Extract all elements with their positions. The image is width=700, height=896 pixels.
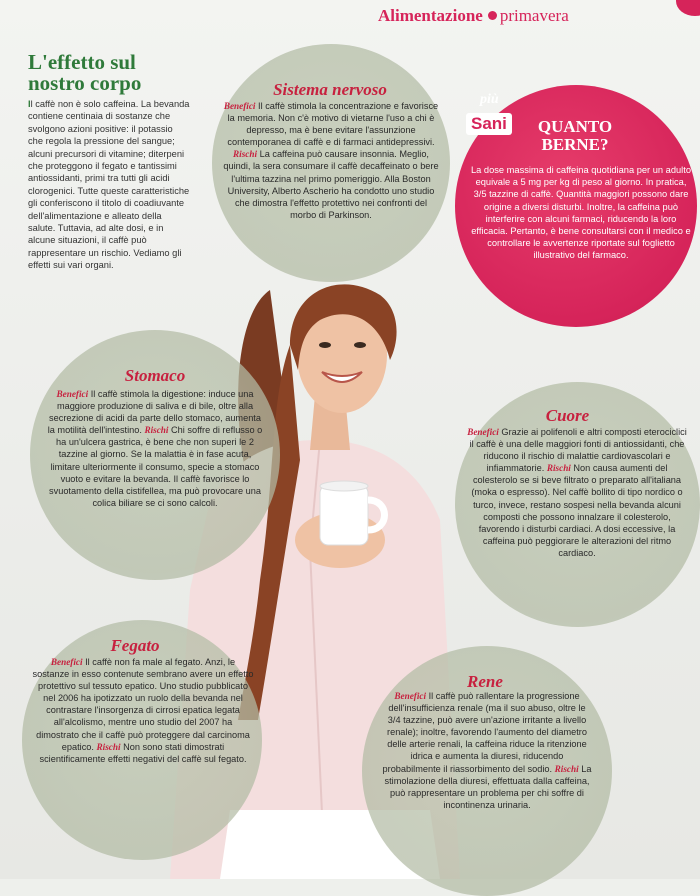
title-fegato: Fegato (110, 636, 160, 655)
header-subsection: primavera (499, 6, 569, 25)
rischi-text: La stimolazione della diuresi, effettuata dalla caffeina, può rappresentare un problema per chi soffre di incontinenza urinaria. (384, 763, 592, 810)
page-header (378, 6, 569, 26)
title-rene: Rene (467, 672, 503, 691)
rischi-label: Rischi (546, 463, 571, 474)
rischi-text: Non sono stati dimostrati scientificamente effetti negativi del caffè sul fegato. (39, 741, 247, 764)
text-cuore (466, 426, 688, 559)
text-stomaco (46, 388, 264, 509)
benefici-text: Il caffè può rallentare la progressione dell'insufficienza renale (ma il suo abuso, oltre le 3/4 tazzine, può avere un'azione irritante a livello renale); inoltre, favorendo l'aumento del diametro delle arterie renali, la caffeina riduce la ritenzione idrica e aumenta la diuresi, riducendo probabilmente il riassorbimento del sodio. (382, 691, 587, 774)
piu-tag: più (480, 92, 499, 107)
title-sistema-nervoso: Sistema nervoso (273, 80, 387, 99)
benefici-label: Benefici (223, 101, 256, 111)
benefici-label: Benefici (50, 657, 83, 667)
intro-title (28, 52, 228, 94)
rischi-text: La caffeina può causare insonnia. Meglio, quindi, la sera consumare il caffè decaffeinato o bere l'ultima tazzina nel primo pomeriggio. Alla Boston University, Alberto Ascherio ha condotto uno studio che dimostra l'effetto protettivo nei confronti del morbo di Parkinson. (223, 149, 439, 220)
header-bullet (488, 11, 497, 20)
rischi-text: Chi soffre di reflusso o ha un'ulcera gastrica, è bene che non superi le 2 tazzine al giorno. Se la malattia è in fase acuta, limitare ulteriormente il consumo, specie a stomaco vuoto e evitare la bevanda. Il caffè favorisce lo svuotamento della cistifellea, ma può provocare una colica biliare se ci sono calcoli. (49, 425, 263, 508)
title-cuore: Cuore (545, 406, 590, 425)
intro-dropcap: I (28, 99, 31, 109)
sani-tag: Sani (466, 113, 512, 135)
rischi-label: Rischi (144, 425, 169, 436)
benefici-text: Il caffè stimola la digestione: induce una maggiore produzione di saliva e di bile, oltre alla secrezione di acidi da parte dello stomaco, aumenta la motilità dell'intestino. (47, 389, 261, 436)
intro-body (28, 98, 190, 272)
benefici-text: Il caffè non fa male al fegato. Anzi, le sostanze in esso contenute sembrano avere un effetto protettivo sul tessuto epatico. Uno studio pubblicato nel 2006 ha ipotizzato un ruolo della bevanda nel contrastare l'insorgenza di cirrosi epatica legata all'alcolismo, mentre uno studio del 2007 ha dimostrato che il caffè può proteggere dal carcinoma epatico. (32, 657, 254, 752)
header-section: Alimentazione (378, 6, 483, 25)
text-rene (382, 690, 592, 811)
benefici-label: Benefici (467, 427, 499, 437)
rischi-text: Non causa aumenti del colesterolo se si beve filtrato o preparato all'italiana (moka o espresso). Nel caffè bollito di tipo nordico o turco, invece, restano sospesi nella bevanda alcuni composti che possono innalzare il colesterolo, favorendo i disturbi cardiaci. A dosi eccessive, la caffeina può peggiorare le alterazioni del ritmo cardiaco. (471, 463, 683, 558)
quanto-berne-text: La dose massima di caffeina quotidiana per un adulto equivale a 5 mg per kg di peso al giorno. In pratica, 3/5 tazzine di caffè. Quantità maggiori possono dare origine a diversi disturbi. Inoltre, la caffeina può interferire con alcuni farmaci, riducendo la loro efficacia. Pertanto, è bene consultarsi con il medico e controllare le avvertenze riportate sul foglietto illustrativo del farmaco. (470, 165, 691, 261)
text-sistema-nervoso (222, 100, 440, 221)
benefici-label: Benefici (56, 389, 89, 399)
intro-title-line1: L'effetto sul (28, 50, 136, 74)
title-stomaco: Stomaco (124, 366, 186, 385)
intro-title-line2: nostro corpo (28, 71, 142, 95)
rischi-label: Rischi (233, 149, 258, 160)
rischi-label: Rischi (554, 763, 579, 774)
rischi-label: Rischi (96, 741, 121, 752)
quanto-berne-title: QUANTO BERNE? (537, 117, 613, 154)
benefici-label: Benefici (394, 691, 427, 701)
intro-text: l caffè non è solo caffeina. La bevanda contiene centinaia di sostanze che svolgono azioni positive: il potassio che regola la pressione del sangue; alcuni precursori di vitamine; diterpeni che proteggono il fegato e tantissimi antiossidanti, primi tra tutti gli acidi clorogenici. Tutte queste caratteristiche gli conferiscono il titolo di coadiuvante dell'alimentazione e alleato della salute. Tuttavia, ad alte dosi, e in alcune situazioni, il caffè può rappresentare un rischio. Vediamo gli effetti sui vari organi. (28, 99, 190, 271)
benefici-text: Grazie ai polifenoli e altri composti eterociclici il caffè è una delle maggiori fonti di antiossidanti, che riducono il rischio di malattie cardiovascolari e infiammatorie. (469, 427, 687, 474)
benefici-text: Il caffè stimola la concentrazione e favorisce la memoria. Non c'è motivo di vietarne l'uso a chi è depresso, ma è bene evitare l'assunzione contemporanea di caffè e di farmaci antidepressivi. (227, 101, 439, 148)
text-fegato (32, 656, 254, 765)
